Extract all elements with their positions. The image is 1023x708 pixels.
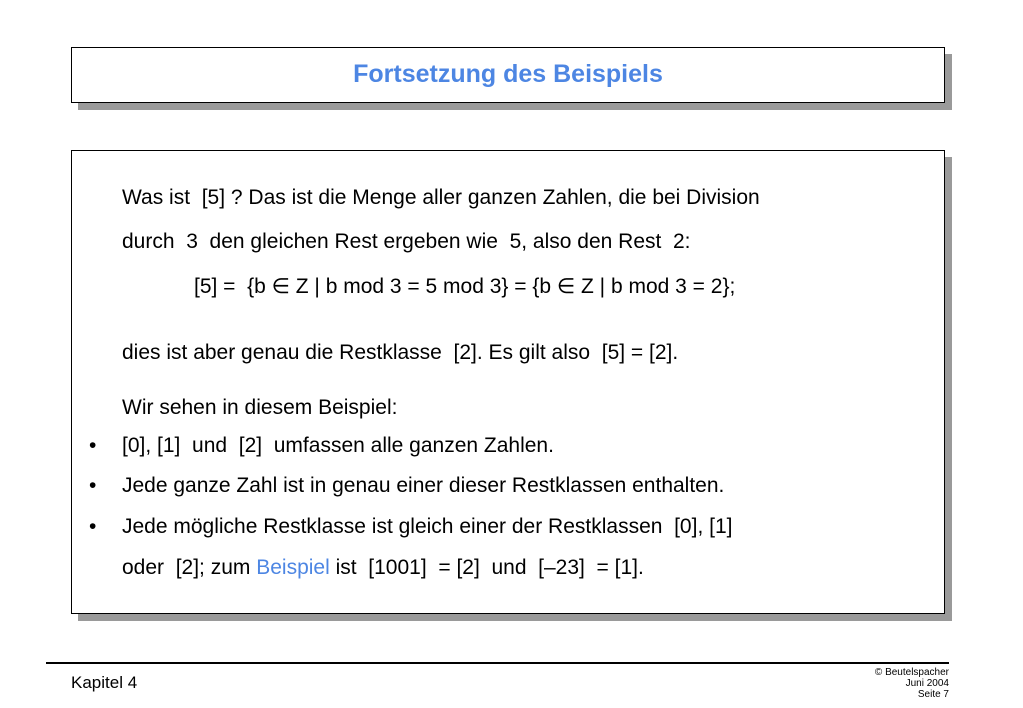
slide-title: Fortsetzung des Beispiels xyxy=(353,60,663,88)
intro-line-1: Was ist [5] ? Das ist die Menge aller ganzen Zahlen, die bei Division xyxy=(122,186,760,209)
title-box xyxy=(71,47,945,103)
bullet-marker: • xyxy=(89,474,97,497)
intro-line-2: durch 3 den gleichen Rest ergeben wie 5, also den Rest 2: xyxy=(122,230,691,253)
chapter-label: Kapitel 4 xyxy=(71,673,138,692)
restklasse-line: dies ist aber genau die Restklasse [2]. Es gilt also [5] = [2]. xyxy=(122,341,679,364)
bullet-marker: • xyxy=(89,434,97,457)
continuation-prefix: oder [2]; zum xyxy=(122,556,257,579)
footer-info xyxy=(875,667,949,700)
date-text: Juni 2004 xyxy=(905,678,949,689)
bullet-marker: • xyxy=(89,515,97,538)
continuation-suffix: ist [1001] = [2] und [–23] = [1]. xyxy=(329,556,644,579)
page-number: Seite 7 xyxy=(917,689,949,700)
set-formula: [5] = {b ∈ Z | b mod 3 = 5 mod 3} = {b ∈ Z | b mod 3 = 2}; xyxy=(194,275,736,298)
copyright-text: © Beutelspacher xyxy=(874,667,949,678)
content-box xyxy=(71,150,945,614)
bullet-item-2: Jede ganze Zahl ist in genau einer dieser Restklassen enthalten. xyxy=(122,474,725,497)
footer-divider xyxy=(46,662,949,664)
bullet-item-1: [0], [1] und [2] umfassen alle ganzen Zahlen. xyxy=(122,434,554,457)
example-heading: Wir sehen in diesem Beispiel: xyxy=(122,396,398,419)
beispiel-link[interactable]: Beispiel xyxy=(256,556,330,579)
bullet-item-3-continuation xyxy=(122,555,644,581)
bullet-item-3: Jede mögliche Restklasse ist gleich einer der Restklassen [0], [1] xyxy=(122,515,733,538)
